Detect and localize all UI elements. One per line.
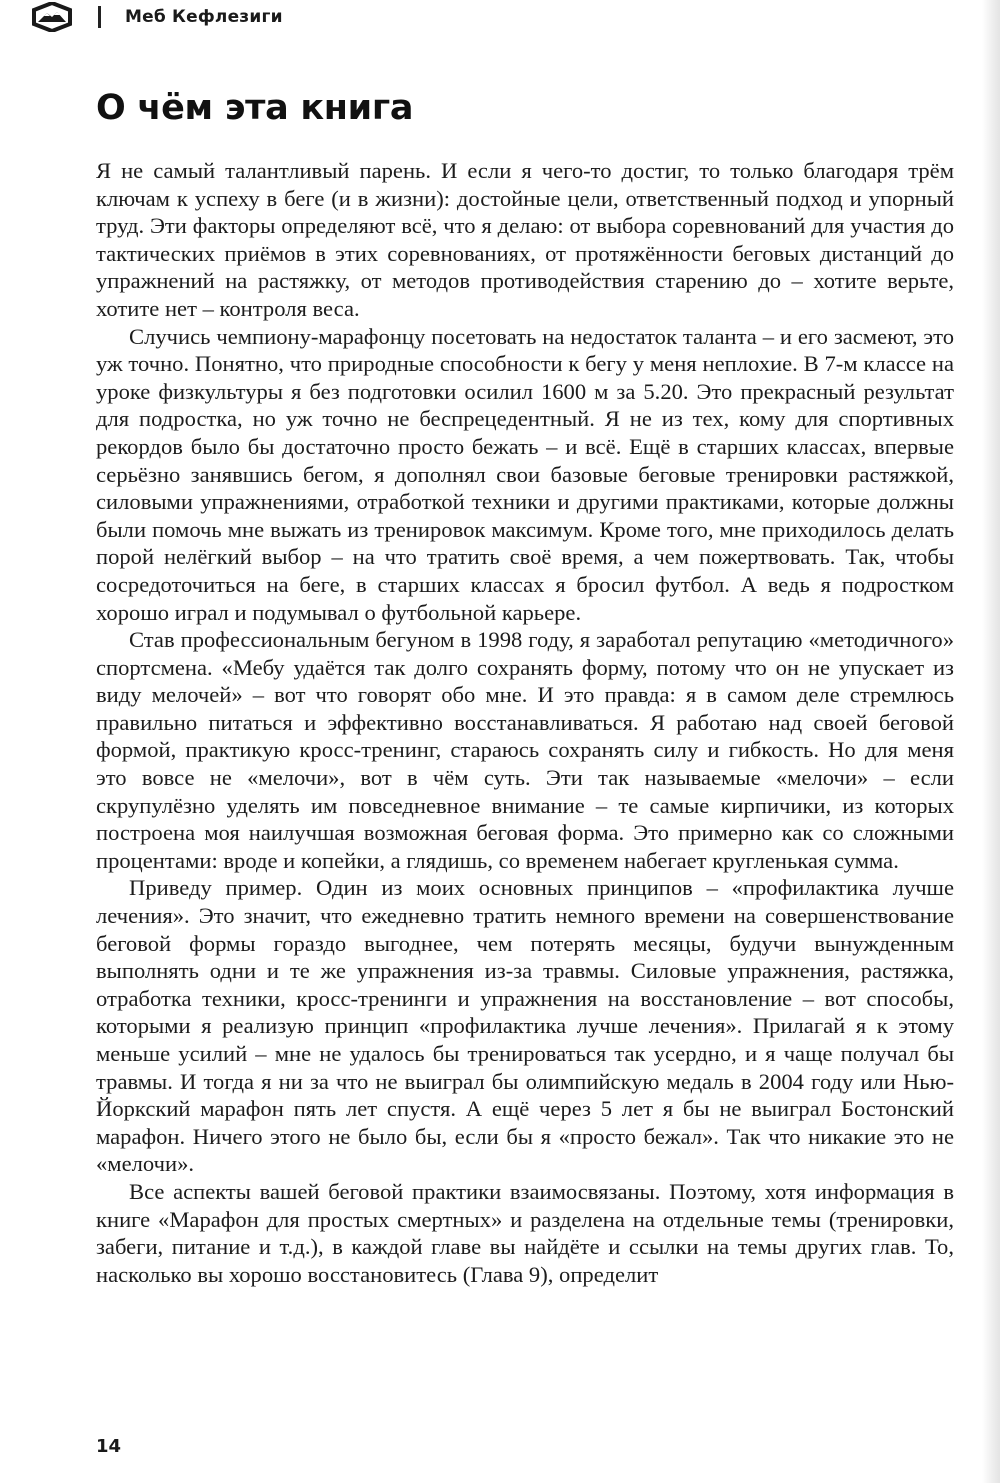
paragraph: Став профессиональным бегуном в 1998 году, я заработал репутацию «методичного» спортсмена. «Мебу удаётся так долго сохранять форму, потому что он не упускает из виду мелочей» – вот что говорят обо мне. И это правда: я в самом деле стремлюсь правильно питаться и эффективно восстанавливаться. Я работаю над своей беговой формой, практикую кросс-тренинг, стараюсь сохранять силу и гибкость. Но для меня это вовсе не «мелочи», вот в чём суть. Эти так называемые «мелочи» – если скрупулёзно уделять им повседневное внимание – те самые кирпичики, из которых построена моя наилучшая возможная беговая форма. Это примерно как со сложными процентами: вроде и копейки, а глядишь, со временем набегает кругленькая сумма.	[96, 627, 954, 873]
header-separator	[98, 6, 101, 28]
page-header	[30, 2, 283, 32]
paragraph: Я не самый талантливый парень. И если я чего-то достиг, то только благодаря трём ключам к успеху в беге (и в жизни): достойные цели, ответственный подход и упорный труд. Эти факторы определяют всё, что я делаю: от выбора соревнований для участия до тактических приёмов в этих соревнованиях, от протяжённости беговых дистанций до упражнений на растяжку, от методов противодействия старению до – хотите верьте, хотите нет – контроля веса.	[96, 158, 954, 321]
paragraph: Все аспекты вашей беговой практики взаимосвязаны. Поэтому, хотя информация в книге «Марафон для простых смертных» и разделена на отдельные темы (тренировки, забеги, питание и т.д.), в каждой главе вы найдёте и ссылки на темы других глав. То, насколько вы хорошо восстановитесь (Глава 9), определит	[96, 1178, 954, 1287]
paragraph: Случись чемпиону-марафонцу посетовать на недостаток таланта – и его засмеют, это уж точно. Понятно, что природные способности к бегу у меня неплохие. В 7-м классе на уроке физкультуры я без подготовки осилил 1600 м за 5.20. Это прекрасный результат для подростка, но уж точно не беспрецедентный. Я не из тех, кому для спортивных рекордов было бы достаточно просто бежать – и всё. Ещё в старших классах, впервые серьёзно занявшись бегом, я дополнял свои базовые беговые тренировки растяжкой, силовыми упражнениями, отработкой техники и другими практиками, которые должны были помочь мне выжать из тренировок максимум. Кроме того, мне приходилось делать порой нелёгкий выбор – на что тратить своё время, а чем пожертвовать. Так, чтобы сосредоточиться на беге, в старших классах я бросил футбол. А ведь я подростком хорошо играл и подумывал о футбольной карьере.	[96, 323, 954, 625]
body-text	[96, 157, 954, 1288]
running-head: Меб Кефлезиги	[125, 7, 283, 27]
paragraph: Приведу пример. Один из моих основных принципов – «профилактика лучше лечения». Это значит, что ежедневно тратить немного времени на совершенствование беговой формы гораздо выгоднее, чем потерять месяцы, будучи вынужденным выполнять одни и те же упражнения из-за травмы. Силовые упражнения, растяжка, отработка техники, кросс-тренинги и упражнения на восстановление – вот способы, которыми я реализую принцип «профилактика лучше лечения». Прилагай я к этому меньше усилий – мне не удалось бы тренироваться так усердно, и я чаще получал бы травмы. И тогда я ни за что не выиграл бы олимпийскую медаль в 2004 году или Нью-Йоркский марафон пять лет спустя. А ещё через 5 лет я бы не выиграл Бостонский марафон. Ничего этого не было бы, если бы я «просто бежал». Так что никакие это не «мелочи».	[96, 875, 954, 1177]
page-edge-shadow	[982, 0, 1000, 1483]
mountain-in-hexagon-icon	[30, 2, 74, 32]
page-number: 14	[96, 1436, 122, 1457]
chapter-title: О чём эта книга	[96, 88, 414, 128]
